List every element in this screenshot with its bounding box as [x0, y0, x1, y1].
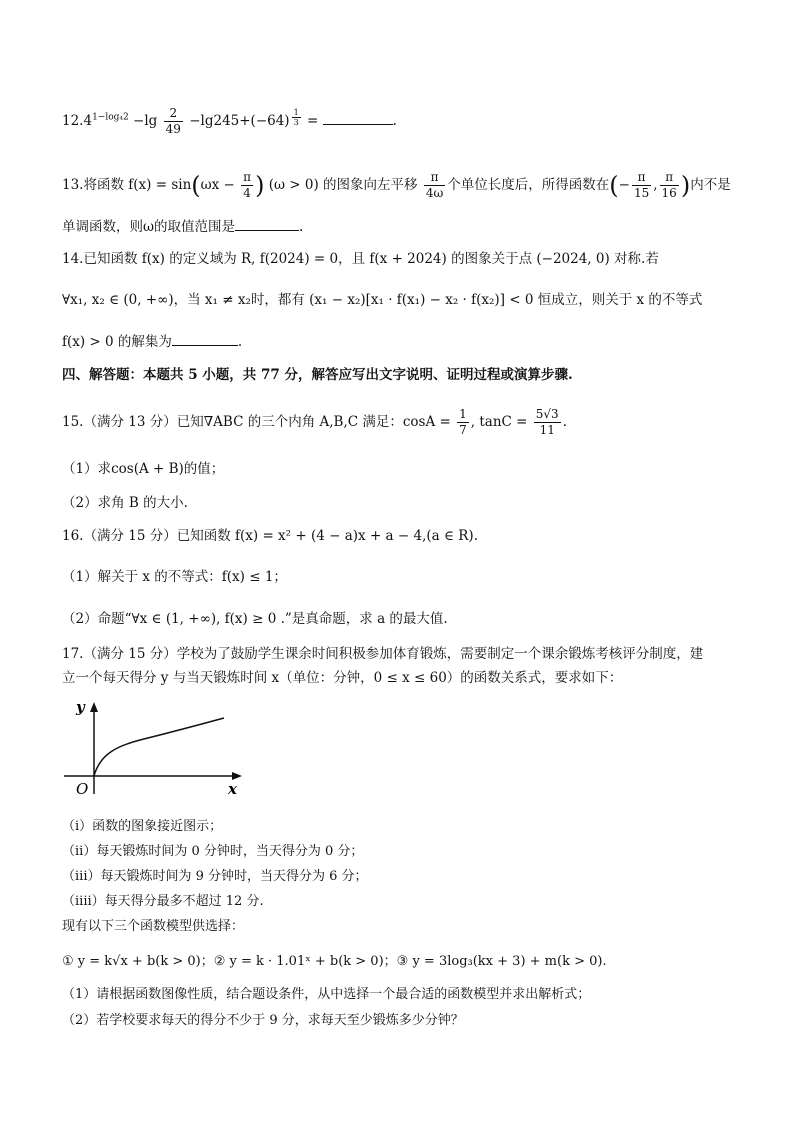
- q16-stem: 16.（满分 15 分）已知函数 f(x) = x² + (4 − a)x + a − 4,(a ∈ R).: [62, 528, 478, 544]
- q13-mid: 个单位长度后，所得函数在: [447, 177, 610, 193]
- q13-line1: 13.将函数 f(x) = sin(ωx − $\frac{\pi}{4}$ ) (ω > 0) 的图象向左平移 $\frac{\pi}{4\omega}$ 个单位长度后，所得函数在(− $\frac{\pi}{15}$ , $\frac{\pi}{16}$ )内不是: [62, 170, 731, 200]
- q13-int-left: [632, 170, 651, 201]
- q13-phase-den: 4: [243, 186, 251, 200]
- q17-models-intro: 现有以下三个函数模型供选择：: [62, 919, 245, 934]
- y-axis-arrow: [90, 702, 98, 712]
- q13-func: f(x) = sin: [128, 177, 192, 193]
- q12-frac-num: 2: [164, 106, 183, 122]
- q13-end-a: 内不是: [690, 177, 731, 193]
- q16-part2: （2）命题“∀x ∈ (1, +∞), f(x) ≥ 0 .”是真命题，求 a 的最大值.: [62, 611, 448, 627]
- q12-power: [292, 108, 301, 127]
- q13-shift-den: 4ω: [425, 186, 444, 200]
- q14-answer-blank: [172, 331, 238, 346]
- q12-exponent: 1−log₄2: [92, 112, 129, 123]
- q12-line: [62, 106, 397, 137]
- q14-line1: 14.已知函数 f(x) 的定义域为 R, f(2024) = 0，且 f(x + 2024) 的图象关于点 (−2024, 0) 对称.若: [62, 251, 659, 267]
- q13-answer-blank: [235, 216, 299, 231]
- q12-pow-num: 1: [293, 107, 299, 117]
- q15-stem-text: 15.（满分 13 分）已知∇ABC 的三个内角 A,B,C 满足：cosA =: [62, 414, 451, 430]
- q17-models: ① y = k√x + b(k > 0)；② y = k · 1.01ˣ + b(k > 0)；③ y = 3log₃(kx + 3) + m(k > 0).: [62, 954, 607, 969]
- q13-cond: (ω > 0) 的图象向左平移: [268, 177, 418, 193]
- q17-part1: （1）请根据函数图像性质，结合题设条件，从中选择一个最合适的函数模型并求出解析式；: [62, 987, 591, 1002]
- q13-inner: ωx −: [200, 177, 235, 193]
- q15-mid: , tanC =: [470, 414, 528, 430]
- q13-shift-num: π: [424, 170, 445, 186]
- x-axis-label: x: [228, 780, 237, 798]
- q13-int-right-den: 16: [661, 186, 677, 200]
- q17-cond2: （ii）每天锻炼时间为 0 分钟时，当天得分为 0 分；: [62, 844, 364, 859]
- q13-int-left-num: π: [632, 170, 651, 186]
- q17-cond3: （iii）每天锻炼时间为 9 分钟时，当天得分为 6 分；: [62, 869, 368, 884]
- q14-line3-text: f(x) > 0 的解集为: [62, 334, 172, 350]
- q15-part1: （1）求cos(A + B)的值；: [62, 461, 225, 477]
- q15-tan-den: 11: [539, 423, 555, 437]
- q14-line3: [62, 331, 242, 352]
- q13-phase: [241, 170, 253, 201]
- q14-line3-end: .: [237, 334, 243, 350]
- q12-minus-lg: −lg: [133, 113, 158, 129]
- q15-cos-num: 1: [459, 407, 467, 421]
- q13-shift: [424, 170, 445, 201]
- q17-cond4: （iiii）每天得分最多不超过 12 分.: [62, 894, 264, 909]
- q15-end: .: [562, 414, 567, 430]
- q13-line2: [62, 216, 303, 237]
- origin-label: O: [76, 780, 89, 798]
- q17-cond1: （i）函数的图象接近图示；: [62, 819, 223, 834]
- q15-part2: （2）求角 B 的大小.: [62, 495, 188, 511]
- q13-line2-end: .: [299, 219, 304, 235]
- q14-line2: ∀x₁, x₂ ∈ (0, +∞)，当 x₁ ≠ x₂时，都有 (x₁ − x₂)[x₁ · f(x₁) − x₂ · f(x₂)] < 0 恒成立，则关于 x 的不等式: [62, 292, 703, 308]
- q13-int-left-den: 15: [633, 186, 650, 200]
- q12-frac-den: 49: [165, 122, 181, 136]
- q13-int-right: [660, 170, 679, 201]
- function-curve: [94, 718, 224, 776]
- q16-part1: （1）解关于 x 的不等式：f(x) ≤ 1；: [62, 569, 287, 585]
- section4-heading: 四、解答题：本题共 5 小题，共 77 分，解答应写出文字说明、证明过程或演算步骤.: [62, 367, 573, 383]
- q17-stem2: 立一个每天得分 y 与当天锻炼时间 x（单位：分钟，0 ≤ x ≤ 60）的函数关系式，要求如下：: [62, 670, 623, 686]
- q15-tan-num: 5√3: [535, 407, 559, 421]
- q12-equals: =: [306, 113, 323, 129]
- q12-answer-blank: [323, 110, 393, 125]
- q13-int-right-num: π: [660, 170, 679, 186]
- q17-part2: （2）若学校要求每天的得分不少于 9 分，求每天至少锻炼多少分钟？: [62, 1013, 464, 1028]
- q15-cos-frac: [457, 407, 469, 438]
- q12-end: .: [392, 113, 397, 129]
- q13-intro: 13.将函数: [62, 177, 124, 193]
- q13-phase-num: π: [243, 170, 252, 184]
- q12-fraction: [164, 106, 183, 137]
- q15-tan-frac: [534, 407, 561, 438]
- y-axis-label: y: [76, 698, 85, 716]
- q12-rest: −lg245+(−64): [189, 113, 290, 129]
- q12-pow-den: 3: [293, 117, 299, 127]
- q12-base: 4: [83, 113, 93, 129]
- function-graph: [62, 696, 252, 798]
- q15-cos-den: 7: [459, 423, 467, 437]
- q17-stem1: 17.（满分 15 分）学校为了鼓励学生课余时间积极参加体育锻炼，需要制定一个课余锻炼考核评分制度，建: [62, 646, 704, 662]
- q15-stem: [62, 407, 567, 438]
- q12-number: 12.: [62, 113, 84, 129]
- x-axis-arrow: [232, 772, 242, 780]
- q13-line2-text: 单调函数，则ω的取值范围是: [62, 219, 236, 235]
